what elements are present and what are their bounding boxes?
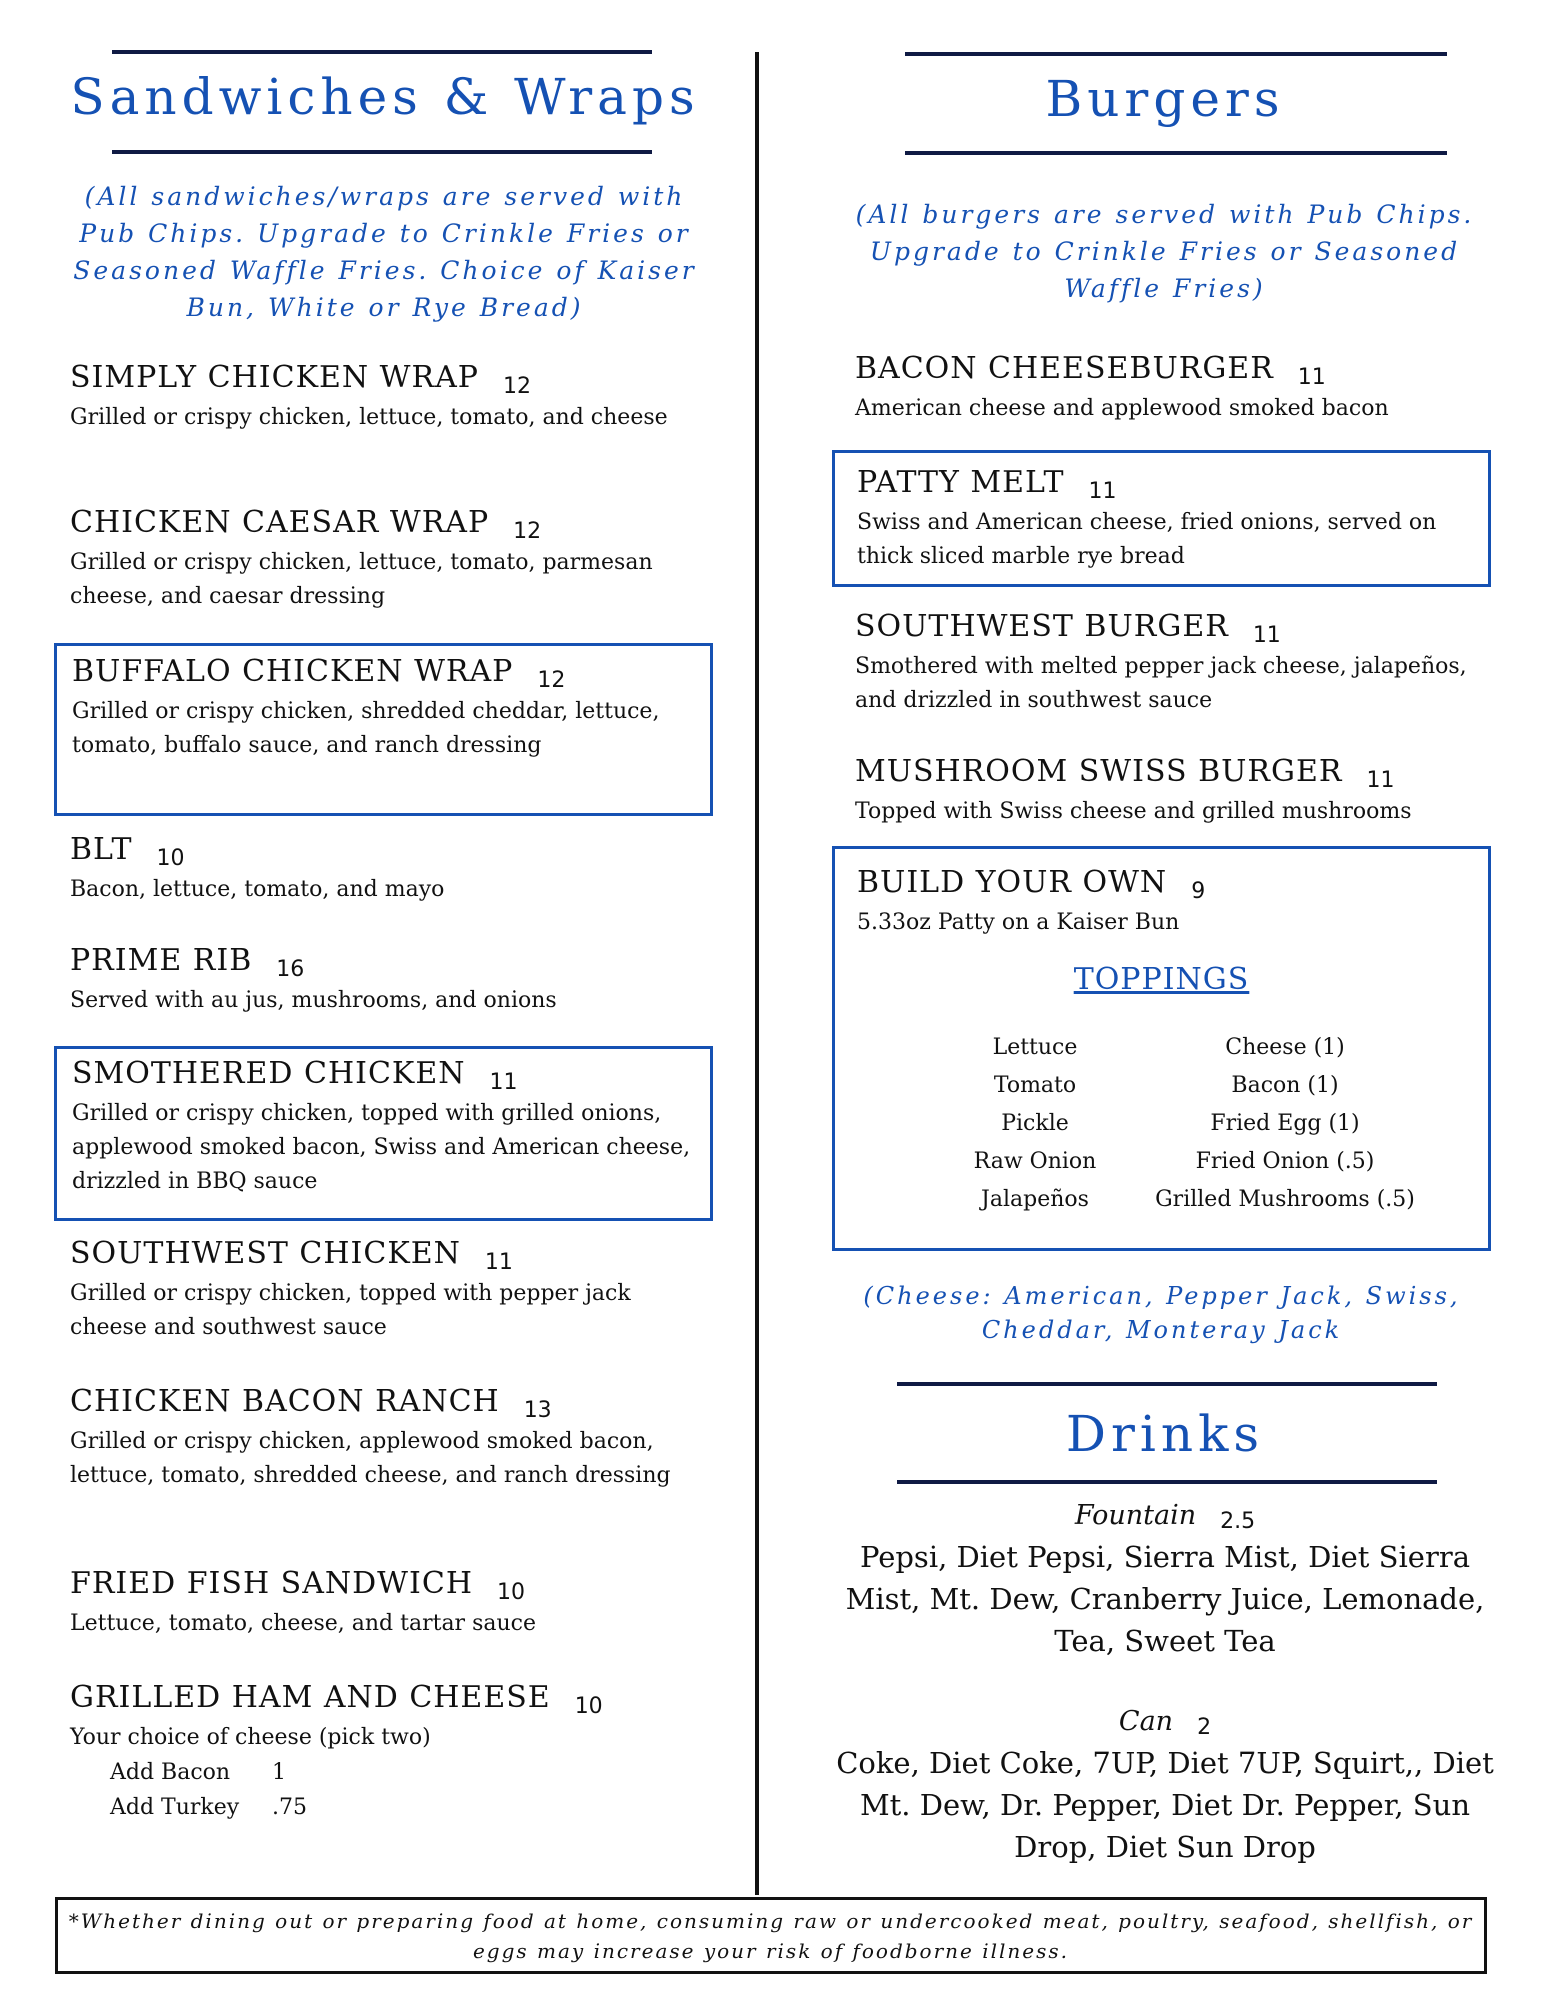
item-price: 11: [484, 1250, 513, 1275]
item-description: Grilled or crispy chicken, lettuce, tomato, and cheese: [70, 405, 668, 430]
item-description: Grilled or crispy chicken, lettuce, tomato, parmesan cheese, and caesar dressing: [70, 550, 653, 609]
item-description: Lettuce, tomato, cheese, and tartar sauce: [70, 1611, 536, 1636]
item-description: Your choice of cheese (pick two): [70, 1725, 431, 1750]
topping: Jalapeños: [981, 1187, 1089, 1212]
drink-category: Fountain: [1074, 1500, 1197, 1531]
drinks-top-rule: [897, 1382, 1437, 1386]
item-price: 12: [513, 519, 542, 544]
topping: Lettuce: [992, 1035, 1078, 1060]
food-safety-disclaimer: *Whether dining out or preparing food at home, consuming raw or undercooked meat, poultry, seafood, shellfish, or eggs may increase your risk of foodborne illness.: [55, 1897, 1487, 1974]
sandwiches-top-rule: [112, 50, 652, 54]
item-description: American cheese and applewood smoked bacon: [855, 396, 1389, 421]
burgers-note: (All burgers are served with Pub Chips. Upgrade to Crinkle Fries or Seasoned Waffle Fries): [855, 200, 1475, 303]
drinks-bottom-rule: [897, 1480, 1437, 1484]
burgers-top-rule: [905, 52, 1447, 56]
item-description: 5.33oz Patty on a Kaiser Bun: [857, 910, 1180, 935]
item-price: 12: [537, 668, 566, 693]
item-description: Grilled or crispy chicken, shredded cheddar, lettuce, tomato, buffalo sauce, and ranch dressing: [72, 699, 660, 758]
menu-item: [855, 609, 1475, 718]
item-name: BUILD YOUR OWN: [857, 865, 1168, 900]
item-price: 10: [574, 1694, 603, 1719]
item-description: Grilled or crispy chicken, topped with grilled onions, applewood smoked bacon, Swiss and American cheese, drizzled in BBQ sauce: [72, 1101, 691, 1194]
drink-list: Pepsi, Diet Pepsi, Sierra Mist, Diet Sierra Mist, Mt. Dew, Cranberry Juice, Lemonade, Tea, Sweet Tea: [845, 1540, 1485, 1658]
topping: Cheese (1): [1225, 1035, 1345, 1060]
sandwiches-title: Sandwiches & Wraps: [70, 68, 700, 126]
topping: Grilled Mushrooms (.5): [1155, 1187, 1415, 1212]
item-description: Smothered with melted pepper jack cheese, jalapeños, and drizzled in southwest sauce: [855, 654, 1467, 713]
menu-item: [70, 832, 690, 907]
menu-item: [70, 1680, 690, 1825]
addon-row: [70, 1755, 690, 1790]
menu-item: [70, 505, 690, 614]
item-name: BACON CHEESEBURGER: [855, 351, 1274, 386]
item-description: Grilled or crispy chicken, applewood smoked bacon, lettuce, tomato, shredded cheese, and ranch dressing: [70, 1429, 671, 1488]
item-price: 11: [489, 1070, 518, 1095]
item-name: PRIME RIB: [70, 943, 253, 978]
item-description: Grilled or crispy chicken, topped with pepper jack cheese and southwest sauce: [70, 1281, 631, 1340]
item-name: SOUTHWEST BURGER: [855, 609, 1229, 644]
item-price: 10: [156, 846, 185, 871]
item-name: SOUTHWEST CHICKEN: [70, 1236, 461, 1271]
item-name: BUFFALO CHICKEN WRAP: [72, 654, 514, 689]
item-price: 16: [276, 957, 305, 982]
item-name: PATTY MELT: [857, 465, 1065, 500]
topping: Fried Onion (.5): [1195, 1149, 1375, 1174]
item-price: 11: [1297, 365, 1326, 390]
item-price: 13: [523, 1398, 552, 1423]
featured-menu-item: [54, 1046, 713, 1221]
drink-price: 2.5: [1220, 1509, 1256, 1534]
build-your-own-box: [832, 846, 1491, 1251]
drink-category: Can: [1118, 1706, 1174, 1737]
item-price: 12: [502, 374, 531, 399]
item-description: Topped with Swiss cheese and grilled mushrooms: [855, 799, 1412, 824]
addon-name: Add Bacon: [110, 1760, 231, 1785]
free-toppings-list: [935, 1029, 1135, 1219]
addon-price: .75: [272, 1795, 307, 1820]
burgers-bottom-rule: [905, 151, 1447, 155]
item-name: BLT: [70, 832, 133, 867]
drinks-title: Drinks: [1065, 1405, 1265, 1463]
menu-item: [70, 943, 690, 1018]
topping: Bacon (1): [1231, 1073, 1339, 1098]
topping: Pickle: [1001, 1111, 1069, 1136]
featured-menu-item: [832, 450, 1491, 587]
item-name: CHICKEN BACON RANCH: [70, 1384, 500, 1419]
item-name: CHICKEN CAESAR WRAP: [70, 505, 490, 540]
sandwiches-note: (All sandwiches/wraps are served with Pub Chips. Upgrade to Crinkle Fries or Seasoned Waffle Fries. Choice of Kaiser Bun, White or Rye Bread): [73, 182, 697, 322]
featured-menu-item: [54, 643, 713, 816]
item-description: Served with au jus, mushrooms, and onions: [70, 988, 557, 1013]
topping: Tomato: [993, 1073, 1077, 1098]
item-name: SIMPLY CHICKEN WRAP: [70, 360, 479, 395]
drink-price: 2: [1197, 1715, 1212, 1740]
toppings-heading: TOPPINGS: [1073, 962, 1250, 997]
drink-list: Coke, Diet Coke, 7UP, Diet 7UP, Squirt,, Diet Mt. Dew, Dr. Pepper, Diet Dr. Pepper, Sun Drop, Diet Sun Drop: [836, 1746, 1494, 1864]
menu-item: [70, 1384, 690, 1493]
item-description: Bacon, lettuce, tomato, and mayo: [70, 877, 445, 902]
menu-item: [70, 1566, 690, 1641]
menu-item: [855, 351, 1475, 426]
sandwiches-bottom-rule: [112, 150, 652, 154]
menu-item: [70, 1236, 690, 1345]
topping: Raw Onion: [973, 1149, 1097, 1174]
fountain-drinks: [835, 1500, 1495, 1662]
item-price: 9: [1191, 879, 1206, 904]
item-price: 11: [1366, 768, 1395, 793]
addon-row: [70, 1790, 690, 1825]
item-name: SMOTHERED CHICKEN: [72, 1056, 466, 1091]
item-description: Swiss and American cheese, fried onions, served on thick sliced marble rye bread: [857, 510, 1437, 569]
item-price: 11: [1252, 623, 1281, 648]
item-name: GRILLED HAM AND CHEESE: [70, 1680, 551, 1715]
topping: Fried Egg (1): [1210, 1111, 1360, 1136]
cheese-note: (Cheese: American, Pepper Jack, Swiss, Cheddar, Monteray Jack: [863, 1282, 1461, 1344]
addon-name: Add Turkey: [110, 1795, 240, 1820]
item-name: MUSHROOM SWISS BURGER: [855, 754, 1343, 789]
item-price: 10: [496, 1580, 525, 1605]
paid-toppings-list: [1135, 1029, 1435, 1219]
menu-item: [855, 754, 1475, 829]
item-price: 11: [1088, 479, 1117, 504]
addon-price: 1: [272, 1760, 286, 1785]
can-drinks: [835, 1706, 1495, 1868]
column-divider: [755, 52, 759, 1895]
item-name: FRIED FISH SANDWICH: [70, 1566, 473, 1601]
menu-item: [70, 360, 690, 435]
burgers-title: Burgers: [1045, 70, 1285, 128]
